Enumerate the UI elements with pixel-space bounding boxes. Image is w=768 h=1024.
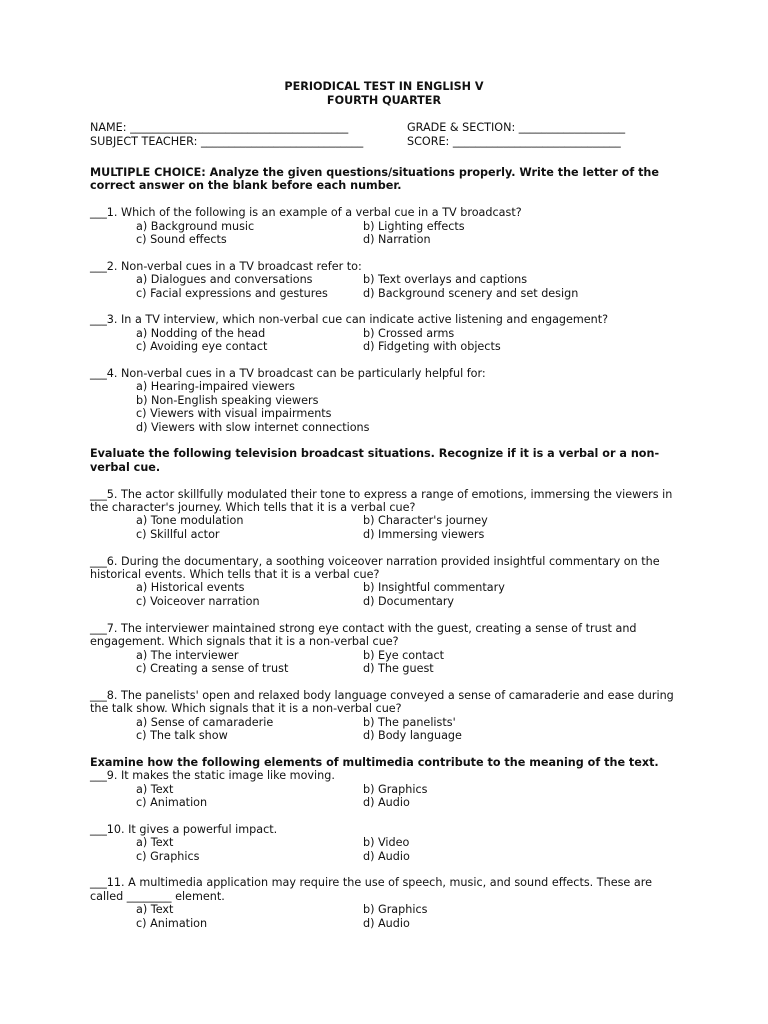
student-info-fields [90,121,690,150]
option-a: a) The interviewer [136,648,239,662]
option-b: b) Graphics [363,782,428,796]
option-a: a) Text [136,782,174,796]
question-2 [90,260,680,300]
question-text: ___10. It gives a powerful impact. [90,822,278,836]
option-b: b) Text overlays and captions [363,273,528,287]
option-a: a) Tone modulation [136,514,244,528]
subject-teacher-label: SUBJECT TEACHER: [90,135,198,149]
option-b: b) Character's journey [363,514,488,528]
evaluate-instructions: Evaluate the following television broadcast situations. Recognize if it is a verbal or a non-verbal cue. [90,447,660,474]
option-b: b) Non-English speaking viewers [136,393,319,407]
option-c: c) Sound effects [136,233,227,247]
option-b: b) Insightful commentary [363,581,505,595]
name-label: NAME: [90,121,127,134]
question-text: ___1. Which of the following is an example of a verbal cue in a TV broadcast? [90,206,522,220]
option-b: b) Eye contact [363,648,445,662]
option-c: c) Viewers with visual impairments [136,407,332,421]
grade-section-blank: ___________________ [518,121,626,134]
option-b: b) Video [363,836,410,850]
question-9 [90,769,680,809]
option-a: a) Dialogues and conversations [136,273,313,287]
option-c: c) Avoiding eye contact [136,340,268,354]
option-d: d) Documentary [363,594,455,608]
question-text: ___11. A multimedia application may require the use of speech, music, and sound effects. These are called ________ element. [90,876,652,903]
question-5 [90,488,680,542]
test-subtitle: FOURTH QUARTER [326,94,442,107]
option-d: d) Narration [363,233,431,247]
option-c: c) Animation [136,916,208,930]
question-text: ___6. During the documentary, a soothing voiceover narration provided insightful commentary on the historical events. Which tells that it is a verbal cue? [90,554,660,582]
option-a: a) Sense of camaraderie [136,715,274,729]
question-text: ___5. The actor skillfully modulated their tone to express a range of emotions, immersing the viewers in the character's journey. Which tells that it is a verbal cue? [90,487,673,515]
question-6 [90,555,680,609]
option-a: a) Text [136,836,174,850]
test-title: PERIODICAL TEST IN ENGLISH V [284,80,484,93]
option-c: c) Facial expressions and gestures [136,286,328,300]
name-blank: _______________________________________ [130,121,349,134]
question-text: ___2. Non-verbal cues in a TV broadcast refer to: [90,259,362,273]
question-10 [90,823,680,863]
option-d: d) The guest [363,661,434,675]
score-label: SCORE: [407,135,450,149]
option-c: c) Graphics [136,849,200,863]
option-a: a) Hearing-impaired viewers [136,380,295,394]
question-3 [90,313,680,353]
subject-teacher-blank: _____________________________ [200,135,364,149]
option-d: d) Body language [363,728,462,742]
option-d: d) Viewers with slow internet connections [136,420,370,434]
grade-section-label: GRADE & SECTION: [407,121,516,134]
question-text: ___7. The interviewer maintained strong eye contact with the guest, creating a sense of trust and engagement. Which signals that it is a non-verbal cue? [90,621,637,649]
question-text: ___8. The panelists' open and relaxed body language conveyed a sense of camaraderie and ease during the talk show. Which signals that it is a non-verbal cue? [90,688,674,716]
question-8 [90,689,680,743]
option-d: d) Immersing viewers [363,527,485,541]
option-d: d) Audio [363,916,410,930]
question-11 [90,876,680,930]
option-a: a) Background music [136,219,255,233]
option-d: d) Background scenery and set design [363,286,579,300]
question-1 [90,206,680,246]
question-text: ___4. Non-verbal cues in a TV broadcast can be particularly helpful for: [90,367,486,381]
examine-instructions: Examine how the following elements of multimedia contribute to the meaning of the text. [90,755,659,769]
option-c: c) Creating a sense of trust [136,661,289,675]
multiple-choice-instructions: MULTIPLE CHOICE: Analyze the given questions/situations properly. Write the letter of the correct answer on the blank before each number. [90,166,659,193]
option-d: d) Fidgeting with objects [363,340,501,354]
option-c: c) Skillful actor [136,527,220,541]
option-a: a) Historical events [136,581,245,595]
question-4 [90,367,680,434]
option-c: c) Voiceover narration [136,594,260,608]
option-d: d) Audio [363,795,410,809]
option-d: d) Audio [363,849,410,863]
option-b: b) The panelists' [363,715,456,729]
option-a: a) Text [136,903,174,917]
test-content [90,166,680,930]
option-c: c) Animation [136,795,208,809]
option-b: b) Graphics [363,903,428,917]
question-7 [90,622,680,676]
score-blank: ______________________________ [452,135,621,149]
option-b: b) Crossed arms [363,326,455,340]
option-c: c) The talk show [136,728,228,742]
option-b: b) Lighting effects [363,219,465,233]
option-a: a) Nodding of the head [136,326,266,340]
question-text: ___9. It makes the static image like moving. [90,769,335,783]
question-text: ___3. In a TV interview, which non-verbal cue can indicate active listening and engagement? [90,313,609,327]
